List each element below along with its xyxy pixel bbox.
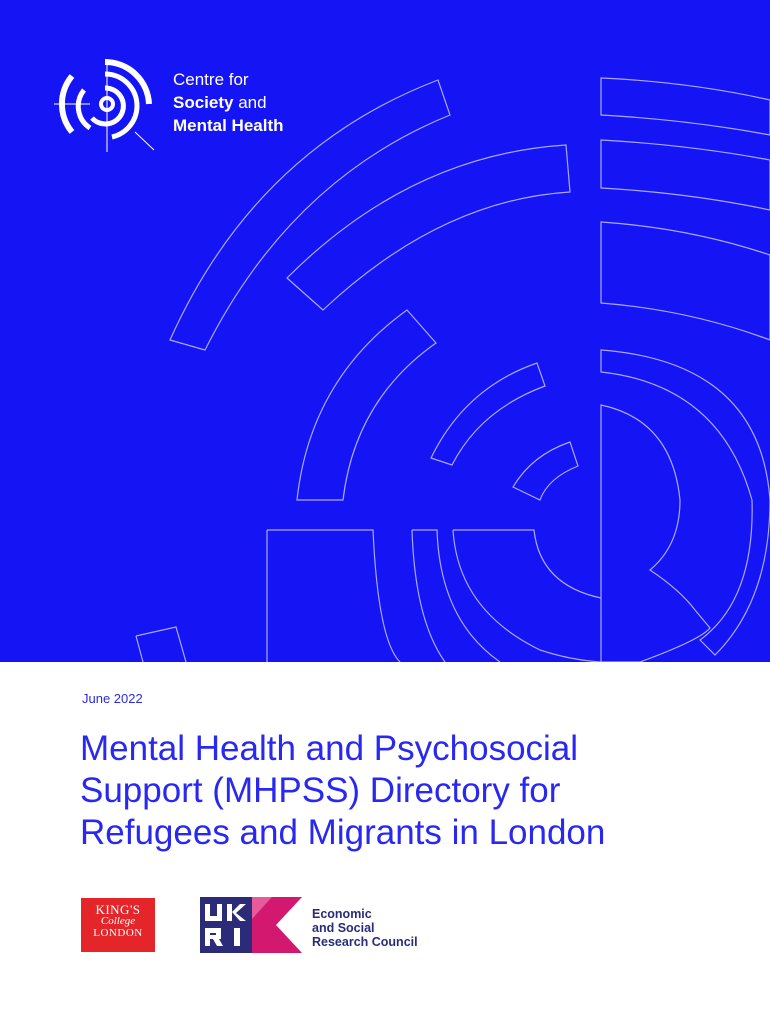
kings-college-london-logo bbox=[81, 898, 155, 952]
concentric-arcs-icon bbox=[50, 56, 160, 156]
ukri-logo-icon bbox=[200, 897, 302, 953]
brand-line-1: Centre for bbox=[173, 70, 249, 89]
esrc-line-3: Research Council bbox=[312, 935, 418, 949]
brand-line-2-bold: Society bbox=[173, 93, 234, 112]
esrc-line-1: Economic bbox=[312, 907, 372, 921]
csmh-brand bbox=[50, 56, 310, 156]
title-line-1: Mental Health and Psychosocial bbox=[80, 729, 579, 768]
publication-date: June 2022 bbox=[82, 691, 143, 706]
brand-line-3: Mental Health bbox=[173, 116, 284, 135]
document-title bbox=[80, 728, 720, 854]
brand-line-2-rest: and bbox=[233, 93, 267, 112]
kcl-logo-line-2: College bbox=[100, 915, 136, 927]
title-line-2: Support (MHPSS) Directory for bbox=[80, 771, 561, 810]
esrc-line-2: and Social bbox=[312, 921, 375, 935]
kcl-logo-line-1: KING'S bbox=[95, 902, 141, 917]
esrc-name bbox=[312, 907, 418, 949]
title-line-3: Refugees and Migrants in London bbox=[80, 813, 606, 852]
kcl-logo-line-3: LONDON bbox=[93, 927, 143, 939]
